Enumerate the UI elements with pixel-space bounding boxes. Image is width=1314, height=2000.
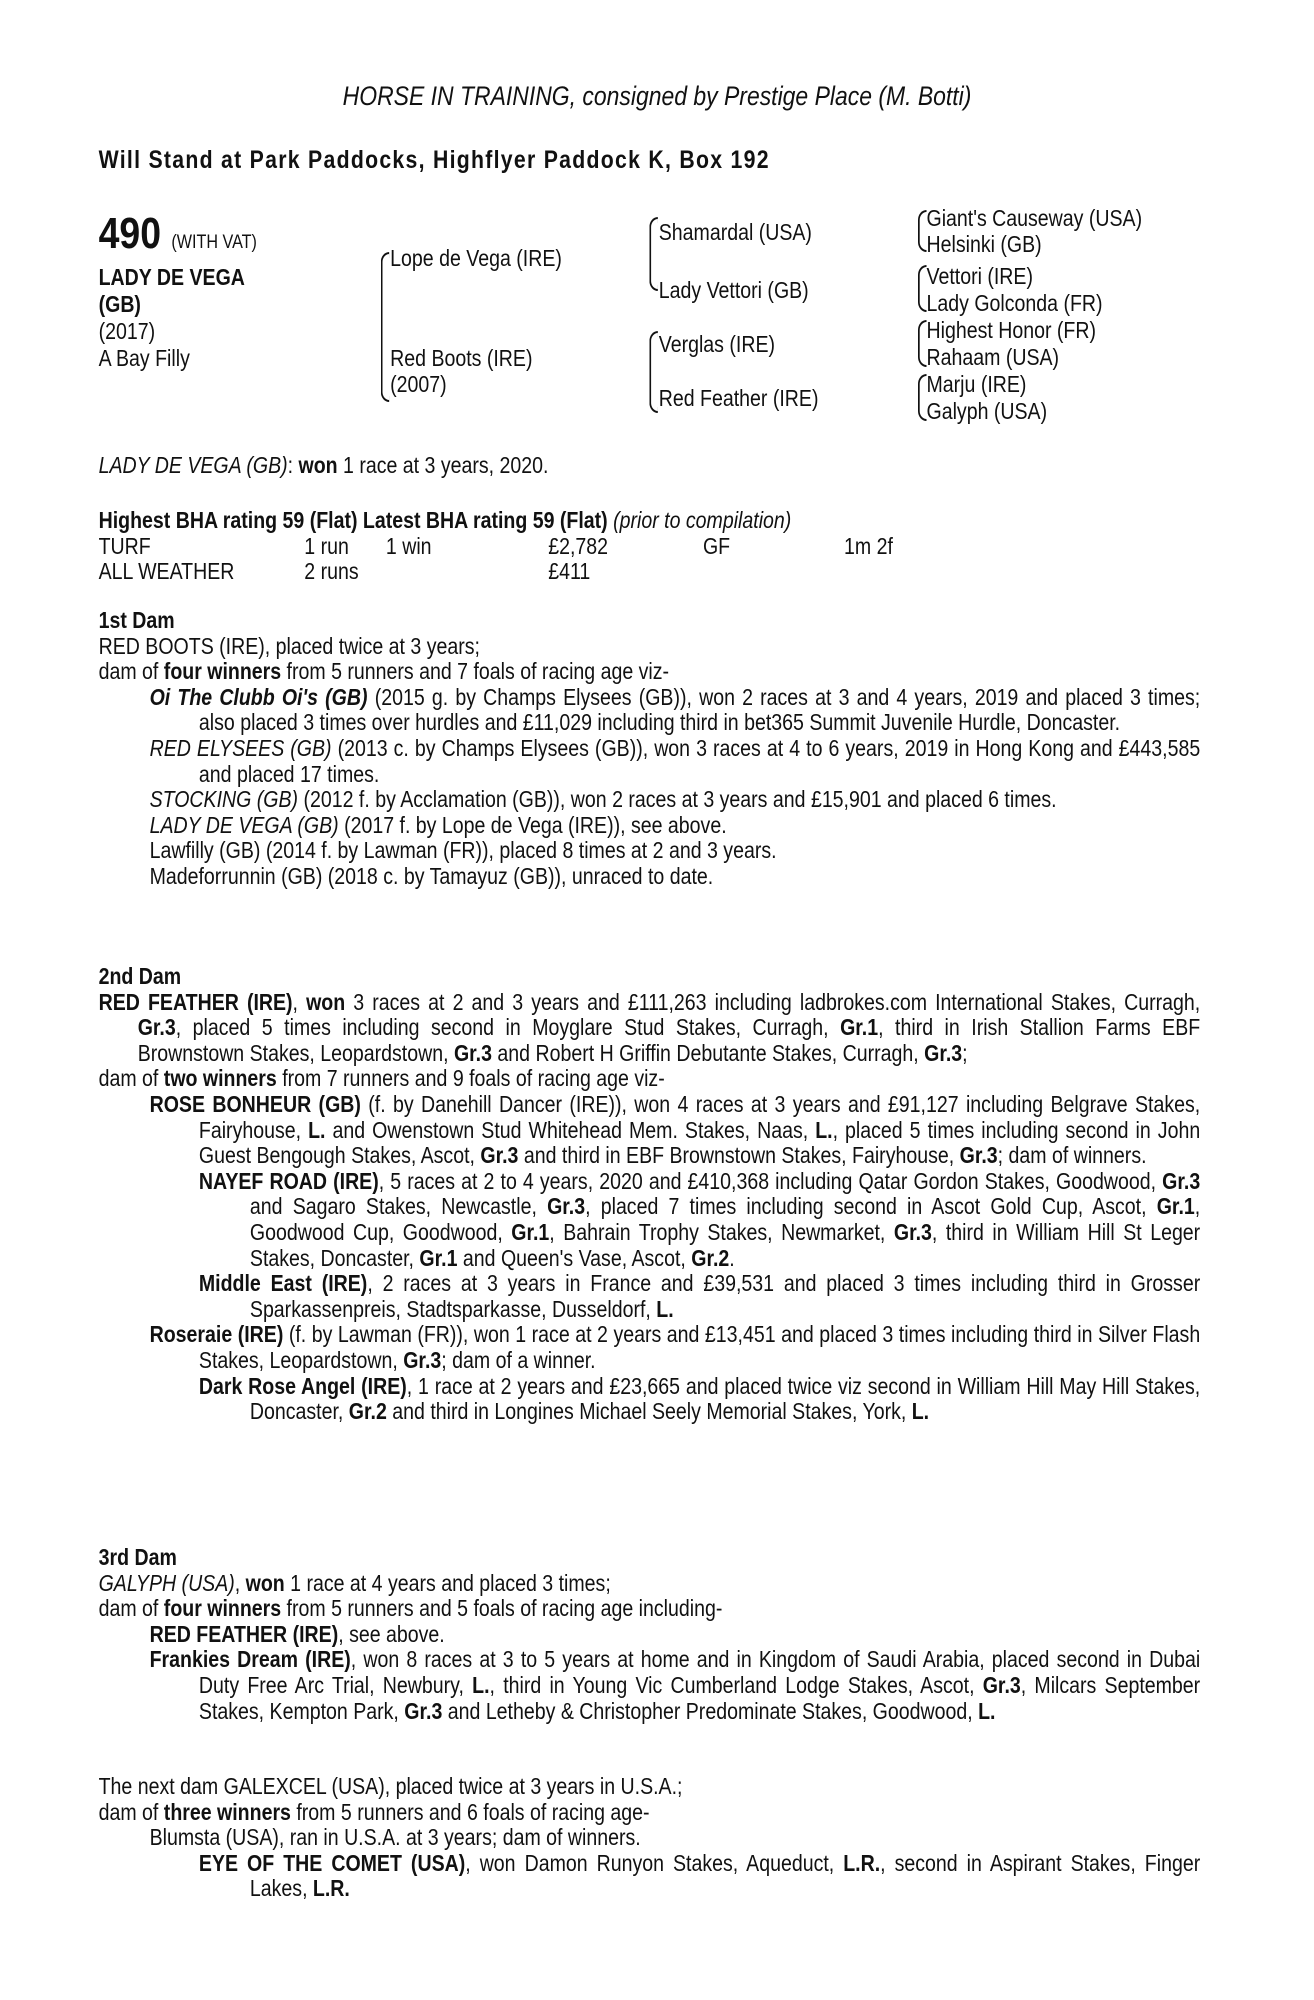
text-run: LADY DE VEGA (GB) <box>98 452 288 478</box>
text-run: Blumsta (USA), ran in U.S.A. at 3 years; dam of winners. <box>149 1824 641 1851</box>
text-run: three winners <box>163 1798 291 1825</box>
text-run: Gr.3 <box>547 1193 586 1220</box>
pedigree-entry <box>99 787 1201 813</box>
text-run: dam of <box>98 658 164 685</box>
text-run: , third in Irish Stallion Farms EBF Brownstown Stakes, Leopardstown, <box>137 1014 1201 1066</box>
pedigree-gen3: Rahaam (USA) <box>926 344 1060 370</box>
text-run: and Sagaro Stakes, Newcastle, <box>249 1193 548 1220</box>
text-run: ; <box>962 1039 968 1066</box>
text-run: L. <box>472 1671 490 1698</box>
text-run: The next dam GALEXCEL (USA), placed twice at 3 years in U.S.A.; <box>98 1773 683 1799</box>
bha-cell: 1 run <box>304 532 349 559</box>
text-run: L.R. <box>312 1875 350 1902</box>
text-run: (2013 c. by Champs Elysees (GB)), won 3 races at 4 to 6 years, 2019 in Hong Kong and £443,585 and placed 17 times. <box>198 734 1201 787</box>
pedigree-dam-year: (2007) <box>390 371 447 397</box>
text-run: , Milcars September Stakes, Kempton Park, <box>198 1671 1201 1724</box>
text-run: from 5 runners and 5 foals of racing age including- <box>281 1595 723 1622</box>
text-run: four winners <box>163 658 282 685</box>
horse-description: A Bay Filly <box>98 345 190 371</box>
pedigree-entry <box>99 1647 1201 1724</box>
text-run: 1 race at 4 years and placed 3 times; <box>284 1569 611 1596</box>
text-run: . <box>729 1244 735 1271</box>
text-run: Gr.3 <box>1162 1167 1201 1194</box>
text-run: , 2 races at 3 years in France and £39,531 and placed 3 times including third in Grosser Sparkassenpreis, Stadtsparkasse, Dusseldorf, <box>249 1270 1201 1322</box>
pedigree-entry <box>99 838 1201 864</box>
text-run: 1 race at 3 years, 2020. <box>337 452 549 478</box>
pedigree-entry <box>99 1774 1201 1800</box>
text-run: L. <box>815 1116 833 1143</box>
text-run: , <box>292 988 307 1015</box>
text-run: (f. by Danehill Dancer (IRE)), won 4 races at 3 years and £91,127 including Belgrave Stakes, Fairyhouse, <box>198 1090 1201 1143</box>
text-run: won <box>245 1569 285 1596</box>
bha-cell: 1m 2f <box>844 532 893 559</box>
pedigree-entry <box>99 990 1201 1067</box>
pedigree-entry <box>99 634 1201 660</box>
text-run: , placed 5 times including second in Moyglare Stud Stakes, Curragh, <box>175 1014 841 1041</box>
text-run: Gr.3 <box>453 1039 492 1066</box>
pedigree-entry <box>99 864 1201 890</box>
text-run: Lawfilly (GB) (2014 f. by Lawman (FR)), placed 8 times at 2 and 3 years. <box>149 837 777 864</box>
text-run: Madeforrunnin (GB) (2018 c. by Tamayuz (GB)), unraced to date. <box>149 862 714 889</box>
text-run: , third in Young Vic Cumberland Lodge Stakes, Ascot, <box>489 1671 983 1698</box>
bha-cell: ALL WEATHER <box>98 558 235 585</box>
foaling-year: (2017) <box>98 318 156 344</box>
text-run: won <box>298 452 338 478</box>
text-run: Gr.1 <box>419 1244 458 1271</box>
brace <box>918 265 927 312</box>
brace <box>649 217 658 291</box>
pedigree-entry <box>99 1092 1201 1169</box>
text-run: , Goodwood Cup, Goodwood, <box>249 1193 1201 1245</box>
text-run: from 5 runners and 6 foals of racing age- <box>290 1798 650 1825</box>
text-run: Gr.3 <box>403 1346 442 1373</box>
pedigree-gen2: Red Feather (IRE) <box>658 385 819 411</box>
bha-cell: TURF <box>98 532 151 559</box>
text-run: , second in Aspirant Stakes, Finger Lakes, <box>249 1849 1201 1902</box>
text-run: : <box>287 452 299 478</box>
pedigree-gen2: Shamardal (USA) <box>658 219 812 245</box>
pedigree-entry <box>99 1066 1201 1092</box>
text-run: Gr.1 <box>1156 1193 1195 1220</box>
pedigree-entry <box>99 1571 1201 1597</box>
bha-heading: Highest BHA rating 59 (Flat) Latest BHA rating 59 (Flat) <box>98 507 608 533</box>
text-run: (2015 g. by Champs Elysees (GB)), won 2 races at 3 and 4 years, 2019 and placed 3 times; also placed 3 times over hurdles and £11,029 including third in bet365 Summit Juvenile Hurdle, Doncaster. <box>198 683 1201 736</box>
bha-ratings <box>99 508 1201 585</box>
text-run: RED FEATHER (IRE) <box>149 1620 339 1647</box>
text-run: L. <box>308 1116 326 1143</box>
text-run: Roseraie (IRE) <box>149 1321 284 1348</box>
text-run: dam of <box>98 1798 164 1825</box>
text-run: dam of <box>98 1595 164 1622</box>
text-run: L. <box>978 1697 996 1724</box>
pedigree-gen2: Lady Vettori (GB) <box>658 277 809 303</box>
text-run: four winners <box>163 1595 282 1622</box>
section-heading: 2nd Dam <box>98 963 182 989</box>
text-run: STOCKING (GB) <box>149 786 299 813</box>
text-run: Middle East (IRE) <box>198 1270 368 1297</box>
pedigree-entry <box>99 1169 1201 1271</box>
bha-table <box>99 534 1201 585</box>
bha-note: (prior to compilation) <box>607 507 792 533</box>
pedigree-sire: Lope de Vega (IRE) <box>390 245 562 271</box>
text-run: two winners <box>163 1065 277 1092</box>
text-run: and third in Longines Michael Seely Memorial Stakes, York, <box>386 1398 912 1425</box>
text-run: Gr.3 <box>982 1671 1021 1698</box>
pedigree-gen3: Highest Honor (FR) <box>926 317 1096 343</box>
text-run: EYE OF THE COMET (USA) <box>198 1849 466 1876</box>
pedigree-entry <box>99 659 1201 685</box>
text-run: and Owenstown Stud Whitehead Mem. Stakes, Naas, <box>325 1116 816 1143</box>
pedigree-gen3: Giant's Causeway (USA) <box>926 205 1143 231</box>
text-run: L. <box>656 1295 674 1322</box>
text-run: , 5 races at 2 to 4 years, 2020 and £410,368 including Qatar Gordon Stakes, Goodwood, <box>378 1167 1163 1194</box>
brace <box>918 320 927 367</box>
horse-name: LADY DE VEGA <box>98 264 245 290</box>
pedigree-entry <box>99 1374 1201 1425</box>
lot-number: 490 <box>98 209 162 258</box>
text-run: from 7 runners and 9 foals of racing age viz- <box>276 1065 665 1092</box>
text-run: and Letheby & Christopher Predominate Stakes, Goodwood, <box>442 1697 979 1724</box>
pedigree-gen2: Verglas (IRE) <box>658 331 776 357</box>
text-run: L. <box>911 1398 930 1425</box>
text-run: from 5 runners and 7 foals of racing age viz- <box>281 658 670 685</box>
text-run: won <box>306 988 346 1015</box>
bha-row <box>99 534 1201 560</box>
pedigree-entry <box>99 1622 1201 1648</box>
text-run: Gr.3 <box>137 1014 176 1041</box>
vat-note: (WITH VAT) <box>171 232 257 253</box>
text-run: , placed 7 times including second in Ascot Gold Cup, Ascot, <box>585 1193 1157 1220</box>
text-run: ROSE BONHEUR (GB) <box>149 1090 361 1117</box>
text-run: L.R. <box>843 1849 881 1876</box>
brace <box>918 210 927 252</box>
pedigree-entry <box>99 1322 1201 1373</box>
page-title: HORSE IN TRAINING, consigned by Prestige Place (M. Botti) <box>342 81 972 111</box>
text-run: , won Damon Runyon Stakes, Aqueduct, <box>465 1849 844 1876</box>
bha-heading-line <box>99 508 1201 534</box>
next-dam-section <box>99 1774 1201 1902</box>
text-run: , see above. <box>338 1620 445 1647</box>
text-run: Gr.1 <box>511 1218 550 1245</box>
text-run: , Bahrain Trophy Stakes, Newmarket, <box>549 1218 894 1245</box>
horse-country: (GB) <box>98 291 141 317</box>
text-run: and Queen's Vase, Ascot, <box>457 1244 692 1271</box>
bha-cell: 1 win <box>385 532 432 559</box>
text-run: RED FEATHER (IRE) <box>98 988 293 1015</box>
pedigree-entry <box>99 685 1201 736</box>
text-run: Gr.3 <box>893 1218 932 1245</box>
bha-row <box>99 559 1201 585</box>
text-run: Gr.3 <box>404 1697 443 1724</box>
text-run: Oi The Clubb Oi's (GB) <box>149 683 368 710</box>
text-run: Dark Rose Angel (IRE) <box>198 1372 407 1399</box>
pedigree-entry <box>99 1825 1201 1851</box>
text-run: Gr.3 <box>959 1142 998 1169</box>
text-run: (2012 f. by Acclamation (GB)), won 2 races at 3 years and £15,901 and placed 6 times. <box>298 786 1057 813</box>
bha-cell: GF <box>702 532 731 559</box>
text-run: RED ELYSEES (GB) <box>149 734 332 761</box>
pedigree-entry <box>99 813 1201 839</box>
text-run: ; dam of winners. <box>997 1142 1147 1169</box>
section-heading: 1st Dam <box>98 607 175 633</box>
text-run: NAYEF ROAD (IRE) <box>198 1167 379 1194</box>
section-heading: 3rd Dam <box>98 1544 177 1570</box>
bha-cell: 2 runs <box>304 558 359 585</box>
text-run: (2017 f. by Lope de Vega (IRE)), see above. <box>338 811 727 838</box>
text-run: , 1 race at 2 years and £23,665 and placed twice viz second in William Hill May Hill Stakes, Doncaster, <box>249 1372 1201 1425</box>
pedigree-gen3: Lady Golconda (FR) <box>926 290 1103 316</box>
text-run: RED BOOTS (IRE), placed twice at 3 years; <box>98 632 480 659</box>
pedigree-gen3: Vettori (IRE) <box>926 263 1033 289</box>
text-run: Gr.2 <box>691 1244 730 1271</box>
second-dam-section <box>99 964 1201 1425</box>
brace <box>918 374 927 421</box>
text-run: and third in EBF Brownstown Stakes, Fairyhouse, <box>518 1142 960 1169</box>
pedigree-entry <box>99 1800 1201 1826</box>
stabling-location: Will Stand at Park Paddocks, Highflyer Paddock K, Box 192 <box>98 146 770 174</box>
pedigree-entry <box>99 1851 1201 1902</box>
text-run: Gr.2 <box>348 1398 387 1425</box>
text-run: Frankies Dream (IRE) <box>149 1646 351 1673</box>
bha-cell: £2,782 <box>548 532 609 559</box>
pedigree-gen3: Marju (IRE) <box>926 371 1027 397</box>
text-run: 3 races at 2 and 3 years and £111,263 including ladbrokes.com International Stakes, Curragh, <box>345 988 1201 1015</box>
text-run: , placed 5 times including second in John Guest Bengough Stakes, Ascot, <box>198 1116 1201 1169</box>
text-run: , third in William Hill St Leger Stakes, Doncaster, <box>249 1218 1201 1271</box>
brace <box>649 331 658 413</box>
text-run: and Robert H Griffin Debutante Stakes, Curragh, <box>491 1039 925 1066</box>
third-dam-section <box>99 1545 1201 1724</box>
first-dam-section <box>99 608 1201 890</box>
race-summary <box>99 453 1201 479</box>
lot-number-line <box>98 209 257 265</box>
text-run: Gr.3 <box>480 1142 519 1169</box>
text-run: LADY DE VEGA (GB) <box>149 811 339 838</box>
summary-line <box>99 453 1201 479</box>
text-run: , won 8 races at 3 to 5 years at home and in Kingdom of Saudi Arabia, placed second in Dubai Duty Free Arc Trial, Newbury, <box>198 1646 1201 1698</box>
text-run: GALYPH (USA) <box>98 1569 235 1596</box>
text-run: Gr.1 <box>840 1014 879 1041</box>
text-run: Gr.3 <box>924 1039 963 1066</box>
bha-cell: £411 <box>548 558 591 585</box>
text-run: ; dam of a winner. <box>441 1346 596 1373</box>
brace <box>381 252 390 402</box>
pedigree-gen3: Galyph (USA) <box>926 398 1048 424</box>
text-run: dam of <box>98 1065 164 1092</box>
pedigree-entry <box>99 1596 1201 1622</box>
text-run: , <box>234 1569 246 1596</box>
text-run: (f. by Lawman (FR)), won 1 race at 2 years and £13,451 and placed 3 times including third in Silver Flash Stakes, Leopardstown, <box>198 1321 1201 1373</box>
pedigree-dam: Red Boots (IRE) <box>390 345 533 371</box>
pedigree-gen3: Helsinki (GB) <box>926 231 1042 257</box>
pedigree-entry <box>99 736 1201 787</box>
pedigree-entry <box>99 1271 1201 1322</box>
